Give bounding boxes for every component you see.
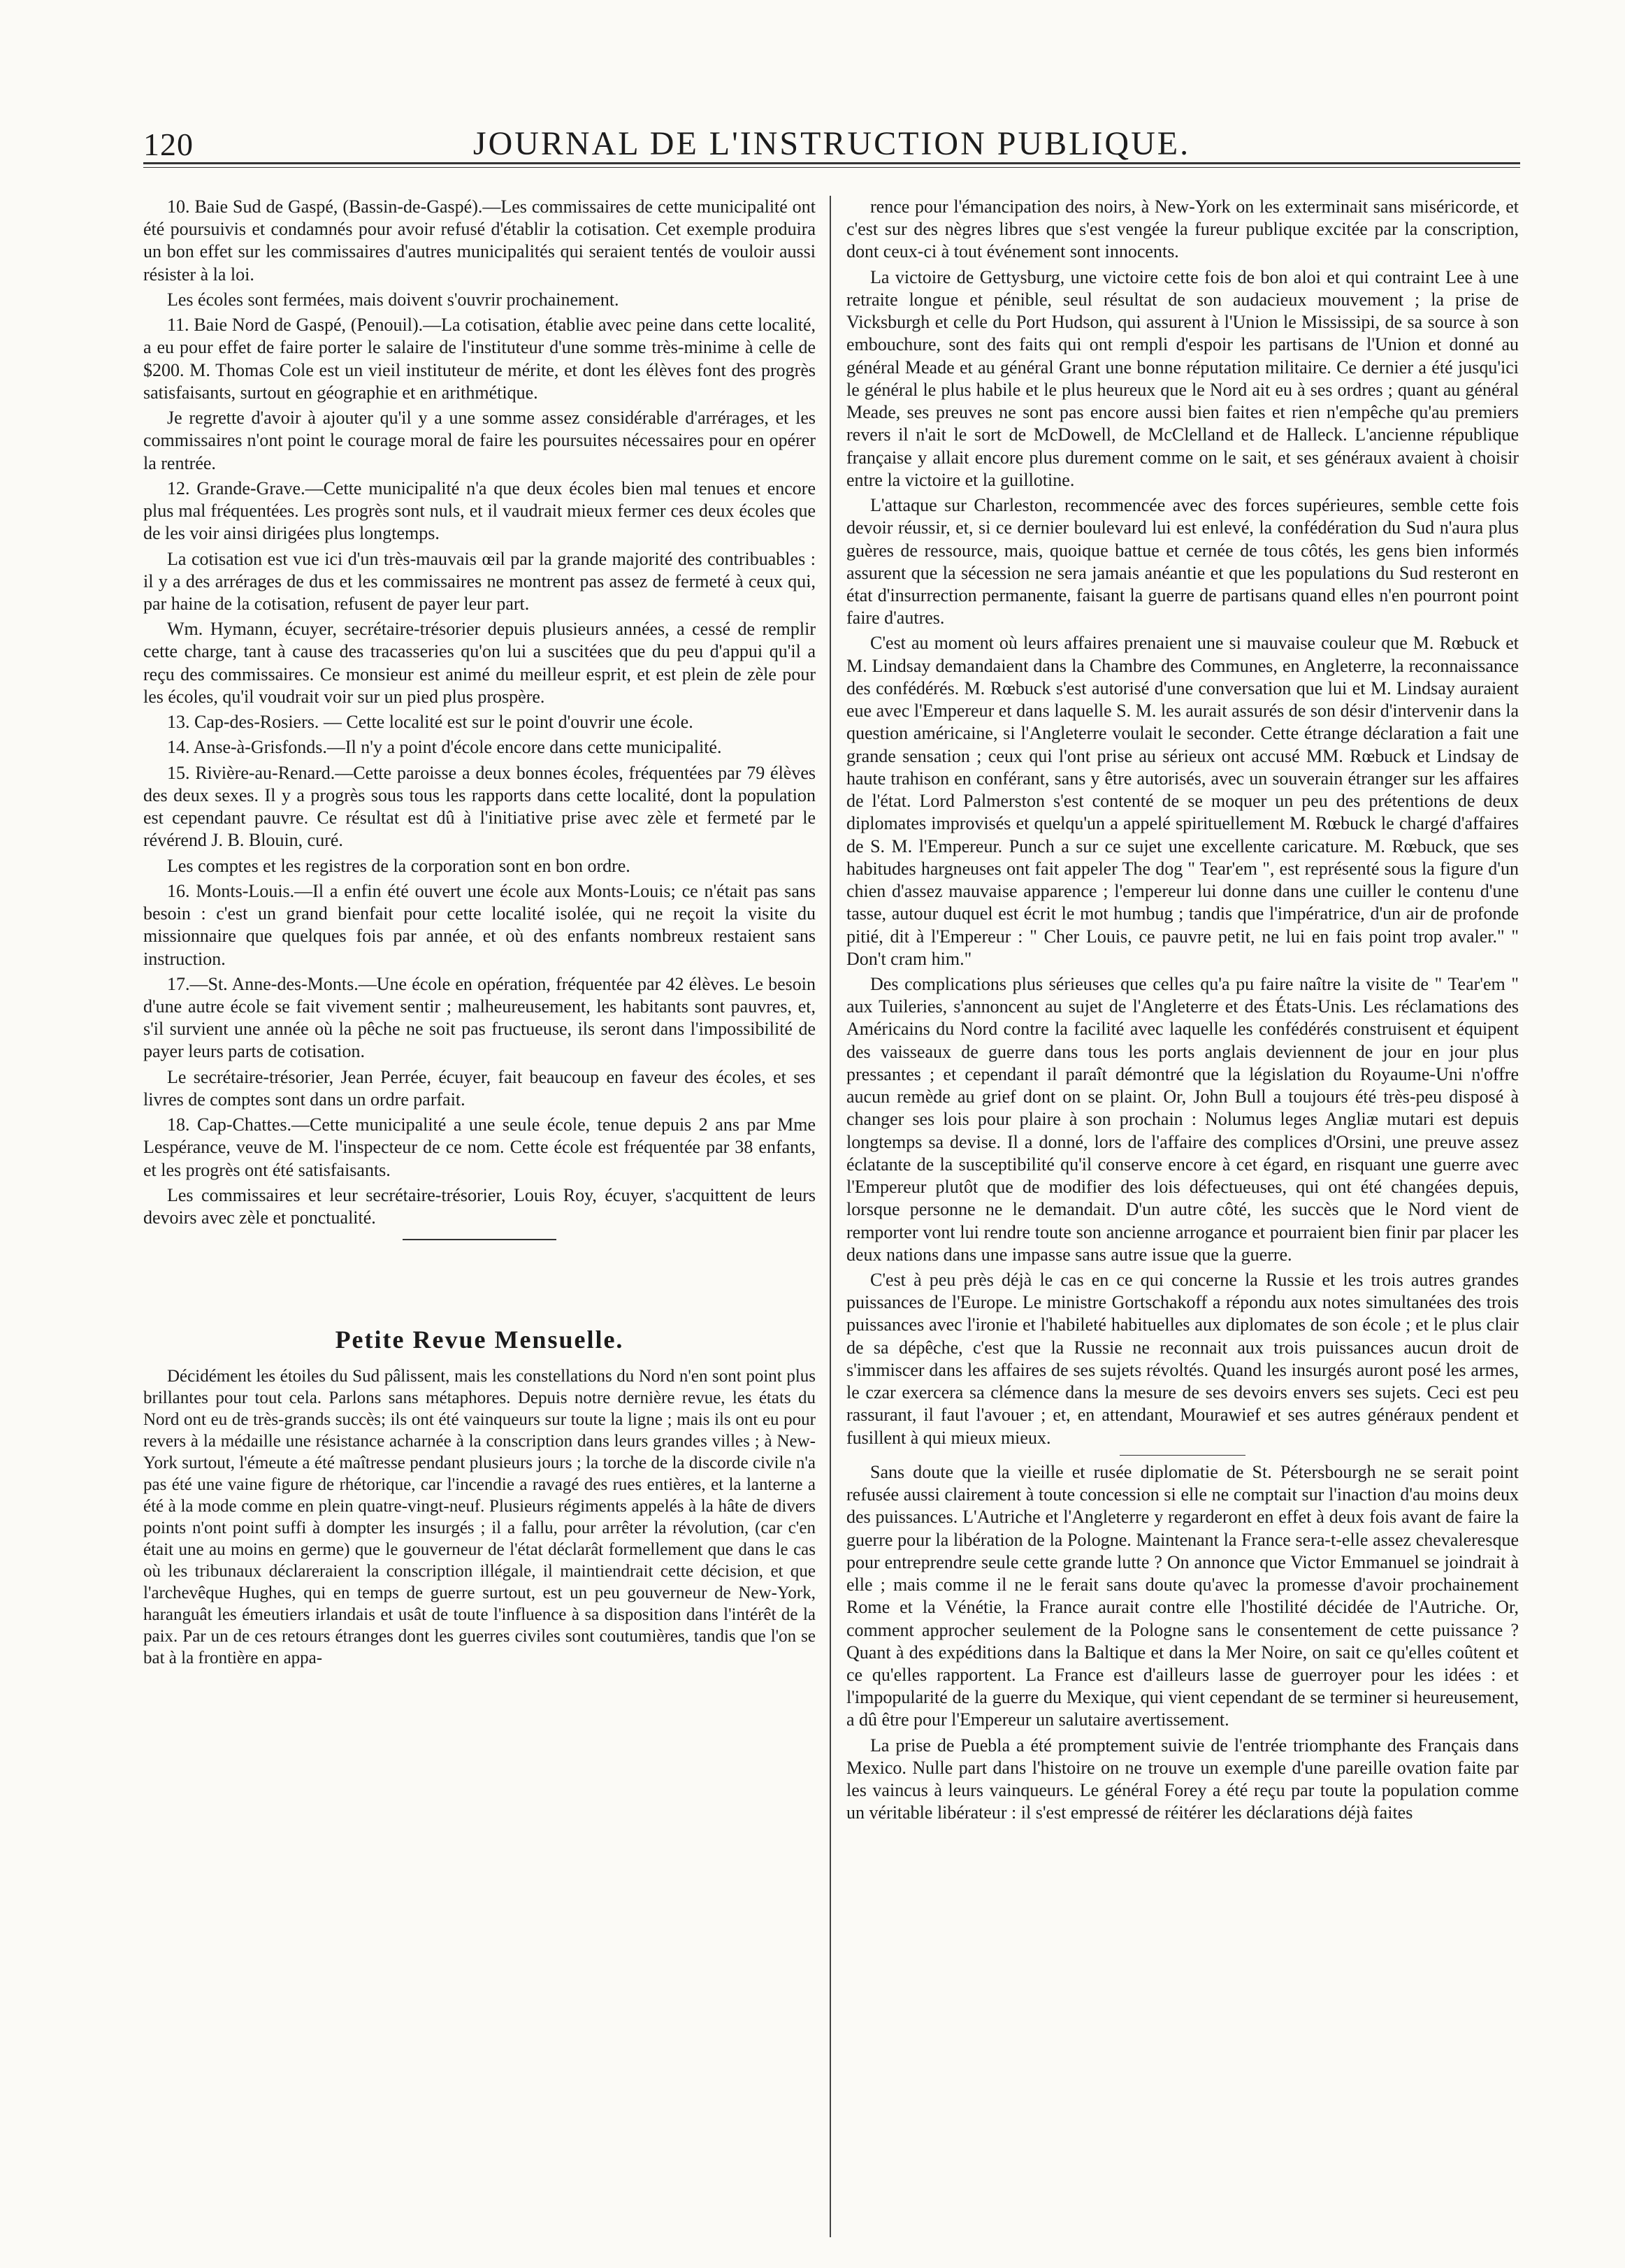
page-number: 120 bbox=[143, 127, 194, 162]
paragraph: 14. Anse-à-Grisfonds.—Il n'y a point d'école encore dans cette municipalité. bbox=[167, 737, 722, 758]
paragraph: 15. Rivière-au-Renard.—Cette paroisse a deux bonnes écoles, fréquentées par 79 élèves des deux sexes. Il y a progrès sous tous les rapports dans cette localité, dont la population est cependant pauvre. Ce résultat est dû à l'initiative prise avec zèle et fermeté par le révérend J. B. Blouin, curé. bbox=[143, 762, 816, 851]
paragraph: L'attaque sur Charleston, recommencée avec des forces supérieures, semble cette fois devoir réussir, et, si ce dernier boulevard lui est enlevé, la confédération du Sud n'aura plus guères de ressource, mais, quoique battue et cernée de tous côtés, les gens bien informés assurent que la sécession ne sera jamais anéantie et que les populations du Sud resteront en état d'insurrection permanente, faisant la guerre de partisans quand elles n'en pourront point faire d'autres. bbox=[846, 495, 1519, 629]
paragraph: La victoire de Gettysburg, une victoire cette fois de bon aloi et qui contraint Lee à une retraite longue et pénible, seul résultat de son audacieux mouvement ; la prise de Vicksburgh et celle du Port Hudson, qui assurent à l'Union le Mississipi, de sa source à son embouchure, sont des faits qui ont rempli d'espoir les partisans de l'Union et donné au général Meade et au général Grant une bonne réputation militaire. Ce dernier a été jusqu'ici le général le plus habile et le plus heureux que le Nord ait eu à ses ordres ; quant au général Meade, ses preuves ne sont pas encore aussi bien faites et rien n'empêche qu'au premiers revers il n'ait le sort de McDowell, de McClelland et de Halleck. L'ancienne république française y allait encore plus durement comme on le sait, et ses généraux avaient à choisir entre la victoire et la guillotine. bbox=[846, 266, 1519, 490]
right-column bbox=[846, 196, 1519, 2237]
column-divider bbox=[830, 196, 831, 2237]
paragraph: 16. Monts-Louis.—Il a enfin été ouvert une école aux Monts-Louis; ce n'était pas sans besoin : c'est un grand bienfait pour cette localité isolée, qui ne reçoit la visite du missionnaire que quelques fois par année, et où des enfants nombreux restaient sans instruction. bbox=[143, 880, 816, 969]
paragraph: 13. Cap-des-Rosiers. — Cette localité est sur le point d'ouvrir une école. bbox=[167, 712, 693, 733]
paragraph: 12. Grande-Grave.—Cette municipalité n'a que deux écoles bien mal tenues et encore plus mal fréquentées. Les progrès sont nuls, et il vaudrait mieux fermer ces deux écoles que de les voir ainsi dirigées plus longtemps. bbox=[143, 478, 816, 544]
paragraph: Wm. Hymann, écuyer, secrétaire-trésorier depuis plusieurs années, a cessé de remplir cette charge, tant à cause des tracasseries qu'on lui a suscitées que du peu d'appui qu'il a reçu des commissaires. Ce monsieur est animé du meilleur esprit, et est plein de zèle pour les écoles, qu'il voudrait voir sur un pied plus prospère. bbox=[143, 619, 816, 707]
section-title: Petite Revue Mensuelle. bbox=[335, 1326, 624, 1354]
page-header bbox=[143, 105, 1520, 168]
header-rule bbox=[143, 162, 1520, 168]
paragraph: Décidément les étoiles du Sud pâlissent, mais les constellations du Nord n'en sont point plus brillantes pour tout cela. Parlons sans métaphores. Depuis notre dernière revue, les états du Nord ont eu de très-grands succès; ils ont été vainqueurs sur toute la ligne ; mais ils ont eu pour revers à la médaille une résistance acharnée à la conscription dans leurs grandes villes ; à New-York surtout, l'émeute a été maîtresse pendant plusieurs jours ; la torche de la discorde civile n'a pas été une vaine figure de rhétorique, car l'incendie a ravagé des rues entières, et la lanterne a été à la mode comme en plein quatre-vingt-neuf. Plusieurs régiments appelés à la hâte de divers points n'ont point suffi à dompter les insurgés ; il a fallu, pour arrêter la révolution, (car c'en était une au moins en germe) que le gouverneur de l'état déclarât formellement que dans le cas où les tribunaux déclareraient la conscription illégale, il maintiendrait cette décision, et que l'archevêque Hughes, qui en temps de guerre surtout, est un peu gouverneur de New-York, haranguât les émeutiers irlandais et usât de toute l'influence à sa disposition dans l'intérêt de la paix. Par un de ces retours étranges dont les guerres civiles sont coutumières, tandis que l'on se bat à la frontière en appa- bbox=[143, 1366, 816, 1667]
paragraph: Les commissaires et leur secrétaire-trésorier, Louis Roy, écuyer, s'acquittent de leurs devoirs avec zèle et ponctualité. bbox=[143, 1184, 816, 1228]
paragraph: Le secrétaire-trésorier, Jean Perrée, écuyer, fait beaucoup en faveur des écoles, et ses livres de comptes sont dans un ordre parfait. bbox=[143, 1066, 816, 1110]
paragraph: 18. Cap-Chattes.—Cette municipalité a une seule école, tenue depuis 2 ans par Mme Lespérance, veuve de M. l'inspecteur de ce nom. Cette école est fréquentée par 38 enfants, et les progrès ont été satisfaisants. bbox=[143, 1114, 816, 1180]
paragraph: C'est au moment où leurs affaires prenaient une si mauvaise couleur que M. Rœbuck et M. Lindsay demandaient dans la Chambre des Communes, en Angleterre, la reconnaissance des confédérés. M. Rœbuck s'est autorisé d'une conversation que lui et M. Lindsay auraient eue avec l'Empereur et dans laquelle S. M. les aurait assurés de son désir d'intervenir dans la question américaine, si l'Angleterre voulait le seconder. Cette étrange déclaration a fait une grande sensation ; ceux qui l'ont prise au sérieux ont accusé MM. Rœbuck et Lindsay de haute trahison en conférant, sans y être autorisés, avec un souverain étranger sur les affaires de l'état. Lord Palmerston s'est contenté de se moquer un peu des prétentions de deux diplomates improvisés et quelqu'un a appelé spirituellement M. Rœbuck le chargé d'affaires de S. M. l'Empereur. Punch a sur ce sujet une excellente caricature. M. Rœbuck, que ses habitudes hargneuses ont fait appeler The dog " Tear'em ", est représenté sous la figure d'un chien d'assez mauvaise apparence ; l'empereur lui donne dans une cuiller le contenu d'une tasse, autour duquel est écrit le mot humbug ; tandis que l'impératrice, d'un air de profonde pitié, dit à l'Empereur : " Cher Louis, ce pauvre petit, ne lui en fais point trop avaler." " Don't cram him." bbox=[846, 633, 1519, 969]
paragraph: 10. Baie Sud de Gaspé, (Bassin-de-Gaspé).—Les commissaires de cette municipalité ont été poursuivis et condamnés pour avoir refusé d'établir la cotisation. Cet exemple produira un bon effet sur les commissaires d'autres municipalités qui seraient tentés de vouloir aussi résister à la loi. bbox=[143, 196, 816, 285]
paragraph: C'est à peu près déjà le cas en ce qui concerne la Russie et les trois autres grandes puissances de l'Europe. Le ministre Gortschakoff a répondu aux notes simultanées des trois puissances avec l'ironie et l'habileté habituelles aux diplomates de son école ; et le plus clair de sa dépêche, c'est que la Russie ne reconnait aux trois puissances aucun droit de s'immiscer dans les affaires de ses sujets révoltés. Quand les insurgés auront posé les armes, le czar exercera sa clémence dans la mesure de ses devoirs envers ses sujets. Ceci est peu rassurant, il faut l'avouer ; et, en attendant, Mourawief et ses autres généraux pendent et fusillent à qui mieux mieux. bbox=[846, 1270, 1519, 1448]
paragraph: Les comptes et les registres de la corporation sont en bon ordre. bbox=[167, 855, 630, 876]
paragraph: Je regrette d'avoir à ajouter qu'il y a une somme assez considérable d'arrérages, et les commissaires n'ont point le courage moral de faire les poursuites nécessaires pour en opérer la rentrée. bbox=[143, 408, 816, 473]
paragraph: 17.—St. Anne-des-Monts.—Une école en opération, fréquentée par 42 élèves. Le besoin d'une autre école se fait vivement sentir ; malheureusement, les habitants sont pauvres, et, s'il survient une année où la pêche ne soit pas fructueuse, ils seront dans l'impossibilité de payer leurs parts de cotisation. bbox=[143, 973, 816, 1062]
section-rule bbox=[403, 1239, 556, 1240]
paragraph: La cotisation est vue ici d'un très-mauvais œil par la grande majorité des contribuables : il y a des arrérages de dus et les commissaires ne montrent pas assez de fermeté à ceux qui, par haine de la cotisation, refusent de payer leur part. bbox=[143, 548, 816, 614]
paragraph: rence pour l'émancipation des noirs, à New-York on les exterminait sans miséricorde, et c'est sur des nègres libres que s'est vengée la fureur publique excitée par la conscription, dont ceux-ci à tout événement sont innocents. bbox=[846, 196, 1519, 262]
paragraph: Sans doute que la vieille et rusée diplomatie de St. Pétersbourgh ne se serait point refusée aussi clairement à toute concession si elle ne comptait sur l'inaction d'au moins deux des puissances. L'Autriche et l'Angleterre y regarderont en effet à deux fois avant de faire la guerre pour la libération de la Pologne. Maintenant la France sera-t-elle assez chevaleresque pour entreprendre seule cette grande lutte ? On annonce que Victor Emmanuel se joindrait à elle ; mais comme il ne le ferait sans doute qu'avec la promesse d'avoir prochainement Rome et la Vénétie, la France aurait contre elle l'hostilité décidée de l'Autriche. Or, comment approcher seulement de la Pologne sans le consentement de cette puissance ? Quant à des expéditions dans la Baltique et dans la Mer Noire, on sait ce qu'elles coûtent et ce qu'elles rapportent. La France est d'ailleurs lasse de guerroyer pour les idées : et l'impopularité de la guerre du Mexique, qui vient cependant de se terminer si heureusement, a dû être pour l'Empereur un salutaire avertissement. bbox=[846, 1461, 1519, 1730]
left-column bbox=[143, 196, 816, 2237]
paragraph: Les écoles sont fermées, mais doivent s'ouvrir prochainement. bbox=[167, 289, 619, 310]
journal-title: JOURNAL DE L'INSTRUCTION PUBLIQUE. bbox=[472, 125, 1191, 162]
paragraph: La prise de Puebla a été promptement suivie de l'entrée triomphante des Français dans Mexico. Nulle part dans l'histoire on ne trouve un exemple d'une pareille ovation faite par les vaincus à leurs vainqueurs. Le général Forey a été reçu par toute la population comme un véritable libérateur : il s'est empressé de réitérer les déclarations déjà faites bbox=[846, 1735, 1519, 1823]
section-rule bbox=[1120, 1455, 1245, 1456]
paragraph: Des complications plus sérieuses que celles qu'a pu faire naître la visite de " Tear'em " aux Tuileries, s'annoncent au sujet de l'Angleterre et des États-Unis. Les réclamations des Américains du Nord contre la facilité avec laquelle les confédérés construisent et équipent des vaisseaux de guerre dans tous les ports anglais deviennent de jour en jour plus pressantes ; et cependant il paraît démontré que la législation du Royaume-Uni n'offre aucun remède au grief dont on se plaint. Or, John Bull a toujours été très-peu disposé à changer ses lois pour plaire à son prochain : Nolumus leges Angliæ mutari est depuis longtemps sa devise. Il a donné, lors de l'affaire des complices d'Orsini, une preuve assez éclatante de la susceptibilité qu'il conserve encore à cet égard, en risquant une guerre avec l'Empereur plutôt que de modifier des lois défectueuses, qui ont été changées depuis, lorsque personne ne le demandait. D'un autre côté, les succès que le Nord vient de remporter vont lui rendre toute son ancienne arrogance et pourraient bien finir par placer les deux nations dans une impasse sans autre issue que la guerre. bbox=[846, 973, 1519, 1265]
text-columns bbox=[143, 196, 1520, 2237]
paragraph: 11. Baie Nord de Gaspé, (Penouil).—La cotisation, établie avec peine dans cette localité, a eu pour effet de faire porter le salaire de l'instituteur d'une somme très-minime à celle de $200. M. Thomas Cole est un vieil instituteur de mérite, et dont les élèves font des progrès satisfaisants, surtout en géographie et en arithmétique. bbox=[143, 315, 816, 403]
